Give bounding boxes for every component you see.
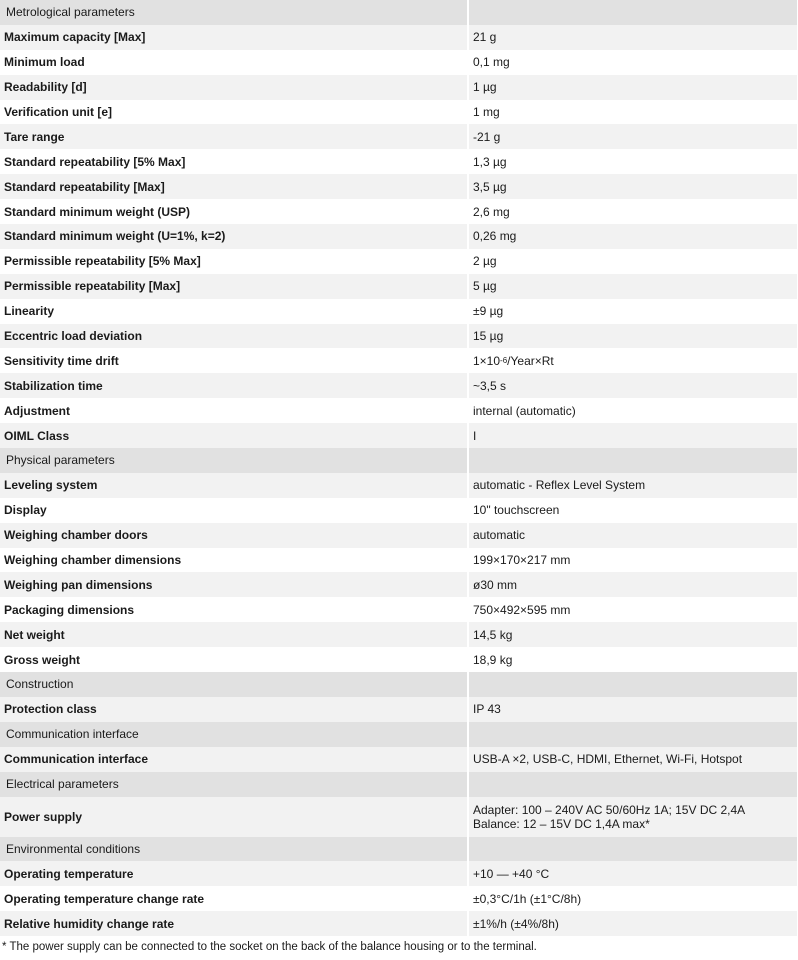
spec-row: [0, 324, 798, 349]
parameter-value: ø30 mm: [469, 572, 797, 597]
section-blank-cell: [469, 672, 797, 697]
parameter-value: 15 µg: [469, 324, 797, 349]
section-title: Electrical parameters: [0, 772, 467, 797]
section-title: Construction: [0, 672, 467, 697]
spec-row: [0, 274, 798, 299]
parameter-label: Adjustment: [0, 398, 467, 423]
parameter-label: Permissible repeatability [5% Max]: [0, 249, 467, 274]
spec-row: [0, 523, 798, 548]
parameter-value: USB-A ×2, USB-C, HDMI, Ethernet, Wi-Fi, Hotspot: [469, 747, 797, 772]
section-header-row: [0, 0, 798, 25]
parameter-label: Weighing pan dimensions: [0, 572, 467, 597]
section-blank-cell: [469, 0, 797, 25]
parameter-value: 3,5 µg: [469, 174, 797, 199]
spec-row: [0, 75, 798, 100]
spec-row: [0, 423, 798, 448]
spec-row: [0, 174, 798, 199]
spec-row: [0, 797, 798, 837]
parameter-label: Protection class: [0, 697, 467, 722]
spec-row: [0, 572, 798, 597]
parameter-value: 10" touchscreen: [469, 498, 797, 523]
parameter-value-base: 1×10: [473, 353, 501, 368]
spec-row: [0, 249, 798, 274]
spec-row: [0, 124, 798, 149]
parameter-label: Standard minimum weight (USP): [0, 199, 467, 224]
parameter-label: Packaging dimensions: [0, 597, 467, 622]
spec-row: [0, 498, 798, 523]
spec-row: [0, 473, 798, 498]
parameter-label: Relative humidity change rate: [0, 911, 467, 936]
parameter-value: 1,3 µg: [469, 149, 797, 174]
parameter-label: Sensitivity time drift: [0, 348, 467, 373]
spec-row: [0, 911, 798, 936]
parameter-label: Standard repeatability [5% Max]: [0, 149, 467, 174]
parameter-label: Power supply: [0, 797, 467, 837]
parameter-label: Weighing chamber dimensions: [0, 548, 467, 573]
spec-row: [0, 548, 798, 573]
parameter-value: automatic: [469, 523, 797, 548]
spec-row: [0, 597, 798, 622]
parameter-value: 18,9 kg: [469, 647, 797, 672]
parameter-label: OIML Class: [0, 423, 467, 448]
spec-row: [0, 299, 798, 324]
spec-row: [0, 50, 798, 75]
parameter-value: 14,5 kg: [469, 622, 797, 647]
parameter-value-exponent: -6: [500, 355, 508, 365]
parameter-label: Display: [0, 498, 467, 523]
parameter-label: Gross weight: [0, 647, 467, 672]
section-blank-cell: [469, 772, 797, 797]
section-title: Communication interface: [0, 722, 467, 747]
section-title: Environmental conditions: [0, 837, 467, 862]
parameter-label: Linearity: [0, 299, 467, 324]
parameter-value: 21 g: [469, 25, 797, 50]
parameter-value: 199×170×217 mm: [469, 548, 797, 573]
section-blank-cell: [469, 448, 797, 473]
parameter-label: Eccentric load deviation: [0, 324, 467, 349]
spec-row: [0, 622, 798, 647]
parameter-label: Operating temperature: [0, 861, 467, 886]
parameter-value: [469, 797, 797, 837]
parameter-label: Standard minimum weight (U=1%, k=2): [0, 224, 467, 249]
parameter-value: IP 43: [469, 697, 797, 722]
parameter-value: ~3,5 s: [469, 373, 797, 398]
parameter-label: Readability [d]: [0, 75, 467, 100]
spec-row: [0, 149, 798, 174]
section-blank-cell: [469, 837, 797, 862]
section-header-row: [0, 448, 798, 473]
parameter-value: 2 µg: [469, 249, 797, 274]
parameter-value: [469, 348, 797, 373]
spec-row: [0, 861, 798, 886]
spec-row: [0, 697, 798, 722]
section-header-row: [0, 722, 798, 747]
section-header-row: [0, 837, 798, 862]
parameter-label: Operating temperature change rate: [0, 886, 467, 911]
parameter-value: +10 — +40 °C: [469, 861, 797, 886]
parameter-label: Net weight: [0, 622, 467, 647]
spec-row: [0, 398, 798, 423]
spec-row: [0, 100, 798, 125]
parameter-label: Permissible repeatability [Max]: [0, 274, 467, 299]
parameter-value-line: Adapter: 100 – 240V AC 50/60Hz 1A; 15V DC 2,4A: [473, 802, 746, 817]
section-title: Physical parameters: [0, 448, 467, 473]
parameter-value: internal (automatic): [469, 398, 797, 423]
parameter-label: Weighing chamber doors: [0, 523, 467, 548]
spec-row: [0, 348, 798, 373]
section-header-row: [0, 672, 798, 697]
parameter-value: ±9 µg: [469, 299, 797, 324]
parameter-value: ±0,3°C/1h (±1°C/8h): [469, 886, 797, 911]
parameter-label: Maximum capacity [Max]: [0, 25, 467, 50]
spec-row: [0, 747, 798, 772]
footnote: * The power supply can be connected to the socket on the back of the balance housing or to the terminal.: [2, 941, 537, 954]
parameter-value-lines: [473, 803, 745, 831]
spec-row: [0, 224, 798, 249]
parameter-value: 2,6 mg: [469, 199, 797, 224]
parameter-value: automatic - Reflex Level System: [469, 473, 797, 498]
section-title: Metrological parameters: [0, 0, 467, 25]
parameter-label: Standard repeatability [Max]: [0, 174, 467, 199]
section-blank-cell: [469, 722, 797, 747]
spec-row: [0, 647, 798, 672]
spec-row: [0, 199, 798, 224]
parameter-value: 1 mg: [469, 100, 797, 125]
parameter-label: Leveling system: [0, 473, 467, 498]
parameter-value: 0,26 mg: [469, 224, 797, 249]
spec-row: [0, 373, 798, 398]
parameter-value-suffix: /Year×Rt: [507, 353, 554, 368]
parameter-value-line: Balance: 12 – 15V DC 1,4A max*: [473, 816, 650, 831]
parameter-value: 5 µg: [469, 274, 797, 299]
parameter-value: 750×492×595 mm: [469, 597, 797, 622]
spec-row: [0, 25, 798, 50]
parameter-value: 1 µg: [469, 75, 797, 100]
parameter-label: Tare range: [0, 124, 467, 149]
spec-row: [0, 886, 798, 911]
parameter-value: ±1%/h (±4%/8h): [469, 911, 797, 936]
section-header-row: [0, 772, 798, 797]
parameter-label: Stabilization time: [0, 373, 467, 398]
parameter-label: Communication interface: [0, 747, 467, 772]
parameter-value: 0,1 mg: [469, 50, 797, 75]
parameter-value: I: [469, 423, 797, 448]
parameter-value: -21 g: [469, 124, 797, 149]
parameter-label: Minimum load: [0, 50, 467, 75]
parameter-label: Verification unit [e]: [0, 100, 467, 125]
